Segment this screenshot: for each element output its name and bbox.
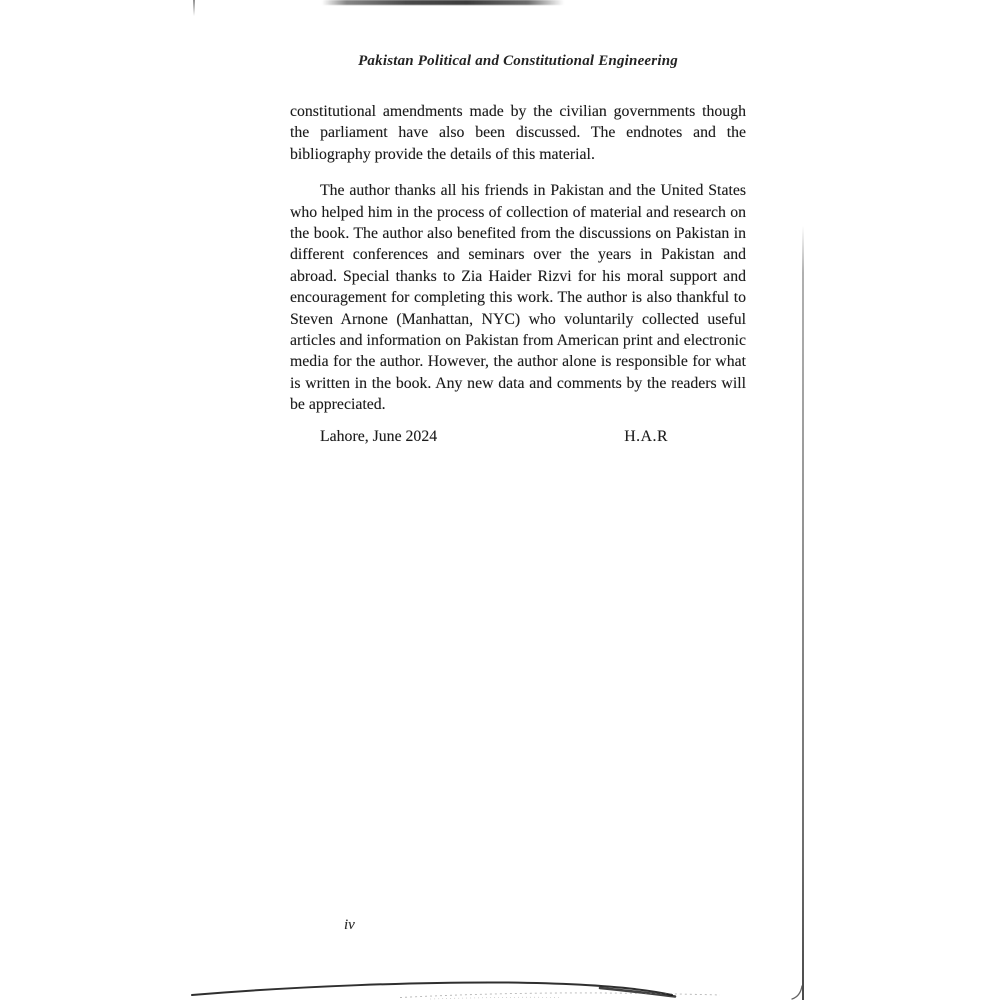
running-header: Pakistan Political and Constitutional Engineering [358,53,678,69]
signoff-place-date: Lahore, June 2024 [320,427,438,445]
scan-page-edge-line [802,226,804,1000]
signoff-row [290,426,746,447]
paragraph-continuation: constitutional amendments made by the civilian governments though the parliament have also been discussed. The endnotes and the bibliography provide the details of this material. [290,103,746,163]
signoff-author-initials: H.A.R [624,427,668,445]
scan-top-edge-artifact [322,0,564,5]
scan-top-tick-artifact [193,0,195,16]
page-number: iv [344,917,355,933]
paragraph-acknowledgements: The author thanks all his friends in Pakistan and the United States who helped him in the process of collection of material and research on the book. The author also benefited from the discussions on Pakistan in different conferences and seminars over the years in Pakistan and abroad. Special thanks to Zia Haider Rizvi for his moral support and encouragement for completing this work. The author is also thankful to Steven Arnone (Manhattan, NYC) who voluntarily collected useful articles and information on Pakistan from American print and electronic media for the author. However, the author alone is responsible for what is written in the book. Any new data and comments by the readers will be appreciated. [290,182,746,414]
page-content [290,52,746,447]
scan-bottom-page-curl [0,970,1000,1000]
